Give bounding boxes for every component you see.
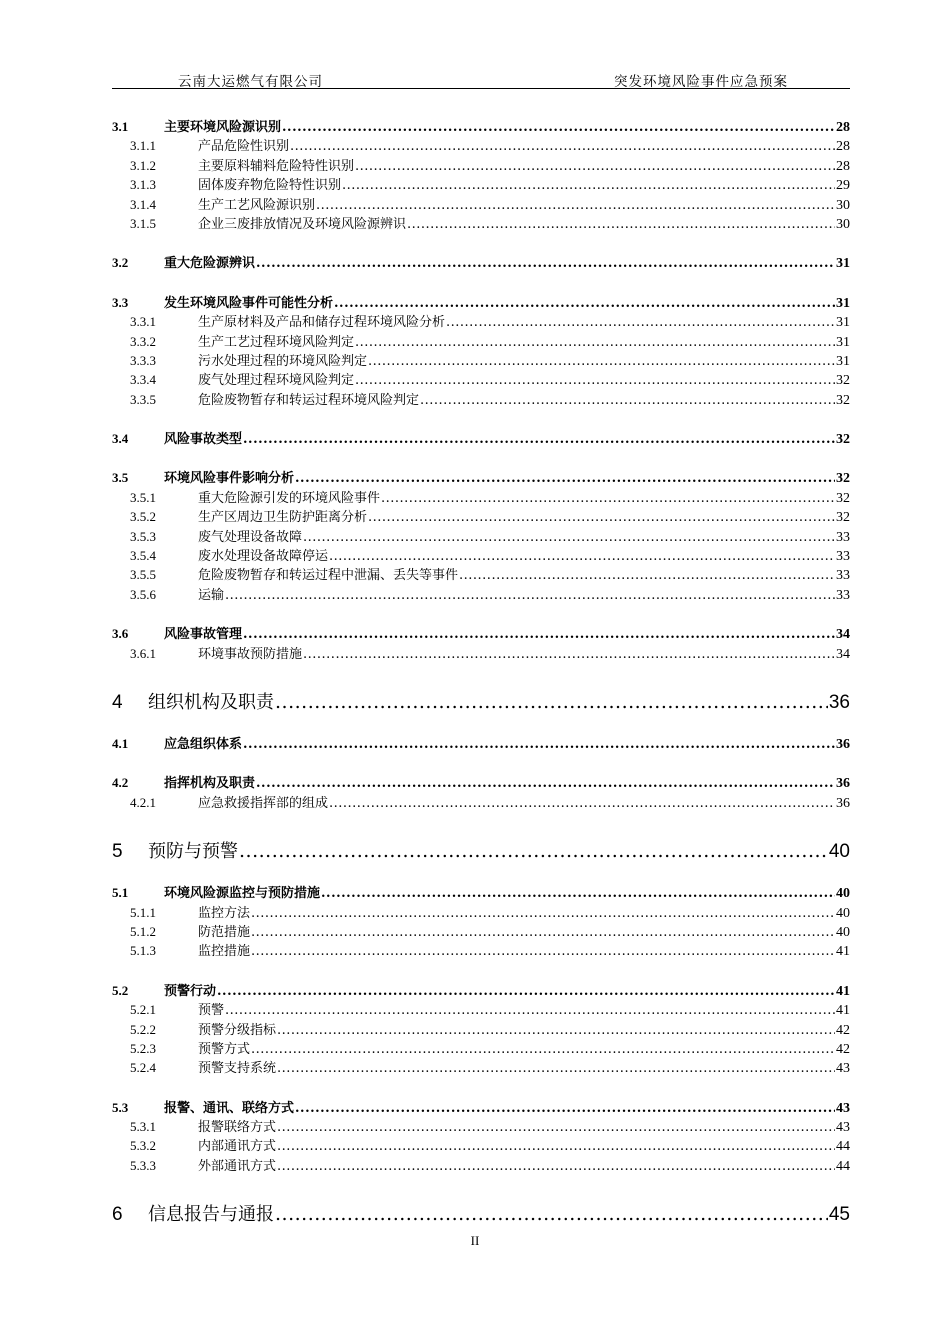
toc-entry-page: 28 [836,120,850,135]
toc-dot-leader [334,296,835,309]
toc-entry-number: 3.4 [112,431,129,447]
toc-entry-number: 3.6.1 [130,645,156,661]
toc-entry-number: 3.1.1 [130,138,156,154]
toc-entry-number: 5.2.4 [130,1060,156,1076]
toc-entry-title: 应急救援指挥部的组成 [198,795,329,811]
toc-dot-leader [355,335,835,348]
toc-dot-leader [251,906,835,919]
toc-dot-leader [243,627,835,640]
toc-dot-leader [381,491,835,504]
toc-dot-leader [277,1120,835,1133]
toc-dot-leader [243,432,835,445]
toc-entry-level-3[interactable] [112,487,850,506]
toc-dot-leader [275,1203,828,1222]
toc-entry-level-2[interactable] [112,116,850,135]
toc-entry-number: 3.5.6 [130,586,156,602]
toc-dot-leader [225,1003,835,1016]
toc-entry-level-2[interactable] [112,467,850,486]
toc-entry-level-3[interactable] [112,564,850,583]
toc-entry-title: 预警支持系统 [198,1061,277,1077]
toc-entry-page: 43 [836,1120,850,1136]
toc-entry-page: 32 [836,490,850,506]
toc-entry-page: 29 [836,178,850,194]
toc-entry-level-3[interactable] [112,584,850,603]
table-of-contents [112,116,850,1226]
toc-entry-page: 32 [836,471,850,487]
toc-entry-title: 产品危险性识别 [198,139,290,155]
toc-dot-leader [342,178,835,191]
toc-entry-level-3[interactable] [112,999,850,1018]
toc-entry-title: 重大危险源辨识 [164,256,256,272]
toc-entry-number: 3.5.4 [130,548,156,564]
toc-spacer [112,408,850,428]
toc-entry-title: 废气处理设备故障 [198,529,303,545]
toc-dot-leader [368,510,835,523]
toc-entry-title: 重大危险源引发的环境风险事件 [198,490,381,506]
toc-entry-title: 运输 [198,587,225,603]
toc-dot-leader [277,1159,835,1172]
toc-entry-level-3[interactable] [112,1116,850,1135]
toc-dot-leader [420,393,835,406]
toc-entry-page: 44 [836,1139,850,1155]
toc-entry-title: 预防与预警 [148,841,238,863]
toc-entry-title: 信息报告与通报 [148,1204,274,1226]
toc-entry-page: 30 [836,216,850,232]
toc-entry-title: 风险事故管理 [164,627,243,643]
toc-dot-leader [295,1101,835,1114]
toc-entry-level-3[interactable] [112,174,850,193]
toc-entry-level-2[interactable] [112,623,850,642]
toc-entry-number: 5.1 [112,885,129,901]
toc-spacer [112,232,850,252]
toc-entry-page: 41 [836,1003,850,1019]
toc-dot-leader [407,217,835,230]
toc-entry-number: 3.5.3 [130,528,156,544]
toc-entry-level-2[interactable] [112,882,850,901]
toc-dot-leader [329,796,835,809]
toc-entry-level-3[interactable] [112,506,850,525]
toc-entry-number: 4.1 [112,735,129,751]
toc-entry-page: 32 [836,373,850,389]
toc-entry-title: 监控措施 [198,944,251,960]
toc-entry-level-3[interactable] [112,1019,850,1038]
toc-entry-page: 33 [836,587,850,603]
toc-spacer [112,1077,850,1097]
toc-entry-level-2[interactable] [112,772,850,791]
toc-entry-page: 43 [836,1100,850,1116]
toc-entry-page: 43 [836,1061,850,1077]
toc-dot-leader [290,139,835,152]
toc-entry-number: 5.1.1 [130,904,156,920]
toc-entry-number: 5 [112,841,123,863]
toc-entry-page: 31 [836,334,850,350]
toc-entry-title: 固体废弃物危险特性识别 [198,178,342,194]
toc-entry-page: 33 [836,529,850,545]
toc-entry-title: 废水处理设备故障停运 [198,549,329,565]
toc-dot-leader [243,737,835,750]
toc-entry-title: 主要环境风险源识别 [164,120,282,135]
toc-entry-level-3[interactable] [112,155,850,174]
toc-entry-number: 3.3.5 [130,391,156,407]
toc-spacer [112,714,850,733]
toc-dot-leader [256,776,835,789]
toc-entry-title: 指挥机构及职责 [164,776,256,792]
toc-entry-page: 44 [836,1158,850,1174]
toc-entry-title: 污水处理过程的环境风险判定 [198,353,368,369]
toc-entry-number: 3.3.1 [130,314,156,330]
toc-entry-number: 5.3.1 [130,1119,156,1135]
toc-dot-leader [316,198,835,211]
toc-spacer [112,863,850,882]
toc-dot-leader [329,549,835,562]
toc-entry-page: 36 [836,736,850,752]
toc-entry-level-3[interactable] [112,331,850,350]
toc-dot-leader [446,315,835,328]
toc-entry-title: 生产工艺风险源识别 [198,197,316,213]
toc-entry-number: 5.3.2 [130,1138,156,1154]
page-number: II [470,1233,480,1248]
toc-entry-title: 内部通讯方式 [198,1139,277,1155]
toc-entry-level-3[interactable] [112,643,850,662]
toc-entry-page: 31 [836,353,850,369]
toc-spacer [112,1174,850,1200]
toc-entry-title: 报警、通讯、联络方式 [164,1100,295,1116]
toc-dot-leader [277,1061,835,1074]
toc-entry-title: 预警分级指标 [198,1022,277,1038]
toc-entry-title: 监控方法 [198,905,251,921]
toc-dot-leader [217,984,835,997]
toc-dot-leader [239,840,828,859]
toc-entry-title: 生产区周边卫生防护距离分析 [198,510,368,526]
toc-entry-page: 42 [836,1022,850,1038]
toc-entry-level-2[interactable] [112,980,850,999]
toc-entry-number: 3.5.2 [130,509,156,525]
toc-entry-page: 36 [836,776,850,792]
toc-entry-number: 3.3.4 [130,372,156,388]
toc-entry-page: 30 [836,197,850,213]
toc-entry-number: 3.3.3 [130,352,156,368]
toc-entry-level-3[interactable] [112,1155,850,1174]
toc-entry-title: 发生环境风险事件可能性分析 [164,295,334,311]
toc-entry-level-3[interactable] [112,1135,850,1154]
toc-entry-level-3[interactable] [112,792,850,811]
toc-dot-leader [295,471,835,484]
toc-entry-number: 4 [112,691,123,713]
toc-entry-number: 4.2 [112,775,129,791]
toc-dot-leader [321,886,835,899]
toc-entry-level-3[interactable] [112,1038,850,1057]
toc-entry-number: 3.5 [112,470,129,486]
toc-entry-number: 5.3.3 [130,1157,156,1173]
toc-entry-level-3[interactable] [112,921,850,940]
toc-entry-number: 3.1.2 [130,157,156,173]
toc-dot-leader [277,1023,835,1036]
toc-entry-level-3[interactable] [112,526,850,545]
toc-entry-number: 3.1.5 [130,215,156,231]
toc-entry-number: 5.2.2 [130,1021,156,1037]
toc-entry-title: 预警方式 [198,1041,251,1057]
toc-entry-number: 5.2.1 [130,1002,156,1018]
toc-entry-level-3[interactable] [112,940,850,959]
toc-dot-leader [303,647,835,660]
toc-entry-level-2[interactable] [112,733,850,752]
toc-entry-page: 36 [836,795,850,811]
toc-dot-leader [251,925,835,938]
toc-entry-number: 3.5.5 [130,567,156,583]
toc-spacer [112,960,850,980]
toc-entry-title: 危险废物暂存和转运过程中泄漏、丢失等事件 [198,568,459,584]
toc-entry-title: 环境风险事件影响分析 [164,471,295,487]
toc-entry-title: 风险事故类型 [164,432,243,448]
toc-entry-page: 31 [836,315,850,331]
toc-entry-number: 6 [112,1204,123,1226]
toc-entry-page: 40 [836,905,850,921]
toc-entry-level-2[interactable] [112,252,850,271]
toc-entry-number: 3.1 [112,119,129,134]
toc-entry-page: 40 [836,924,850,940]
toc-entry-title: 组织机构及职责 [148,691,274,713]
toc-entry-number: 5.2 [112,982,129,998]
toc-entry-page: 32 [836,432,850,448]
toc-entry-page: 33 [836,549,850,565]
toc-entry-level-3[interactable] [112,902,850,921]
toc-entry-page: 28 [836,158,850,174]
toc-entry-number: 3.3 [112,294,129,310]
page-header [112,68,850,89]
toc-dot-leader [355,373,835,386]
toc-entry-title: 环境风险源监控与预防措施 [164,886,321,902]
toc-entry-page: 36 [828,691,850,713]
toc-entry-number: 3.1.3 [130,177,156,193]
toc-entry-level-3[interactable] [112,389,850,408]
toc-spacer [112,811,850,837]
toc-entry-level-3[interactable] [112,545,850,564]
toc-entry-page: 32 [836,392,850,408]
toc-entry-title: 报警联络方式 [198,1120,277,1136]
toc-entry-title: 企业三废排放情况及环境风险源辨识 [198,216,407,232]
toc-dot-leader [256,256,835,269]
toc-entry-title: 危险废物暂存和转运过程环境风险判定 [198,392,420,408]
toc-entry-level-2[interactable] [112,292,850,311]
toc-entry-page: 34 [836,627,850,643]
toc-entry-level-3[interactable] [112,350,850,369]
toc-dot-leader [275,691,828,710]
toc-entry-page: 31 [836,256,850,272]
toc-entry-number: 3.2 [112,255,129,271]
toc-entry-number: 4.2.1 [130,794,156,810]
toc-entry-page: 33 [836,568,850,584]
toc-entry-title: 外部通讯方式 [198,1158,277,1174]
toc-spacer [112,662,850,688]
toc-entry-page: 40 [836,886,850,902]
toc-entry-page: 45 [828,1204,850,1226]
toc-entry-title: 应急组织体系 [164,736,243,752]
toc-entry-level-1[interactable] [112,688,850,714]
toc-entry-title: 预警 [198,1003,225,1019]
toc-dot-leader [303,530,835,543]
toc-entry-level-3[interactable] [112,311,850,330]
toc-entry-page: 41 [836,983,850,999]
toc-entry-title: 废气处理过程环境风险判定 [198,373,355,389]
toc-entry-page: 42 [836,1041,850,1057]
toc-spacer [112,272,850,292]
toc-spacer [112,752,850,772]
toc-entry-title: 生产原材料及产品和储存过程环境风险分析 [198,315,446,331]
toc-dot-leader [277,1139,835,1152]
company-name: 云南大运燃气有限公司 [178,74,323,90]
toc-entry-page: 28 [836,139,850,155]
toc-spacer [112,447,850,467]
toc-entry-number: 3.3.2 [130,333,156,349]
toc-entry-title: 主要原料辅料危险特性识别 [198,158,355,174]
toc-entry-number: 5.2.3 [130,1040,156,1056]
toc-dot-leader [251,1042,835,1055]
toc-dot-leader [251,944,835,957]
toc-entry-title: 环境事故预防措施 [198,646,303,662]
toc-entry-page: 32 [836,510,850,526]
toc-entry-number: 5.1.2 [130,923,156,939]
toc-entry-page: 31 [836,295,850,311]
toc-entry-level-1[interactable] [112,1200,850,1226]
toc-dot-leader [225,588,835,601]
toc-entry-title: 生产工艺过程环境风险判定 [198,334,355,350]
toc-dot-leader [355,159,835,172]
toc-dot-leader [368,354,835,367]
toc-entry-page: 40 [828,841,850,863]
toc-entry-level-3[interactable] [112,369,850,388]
toc-entry-level-2[interactable] [112,1097,850,1116]
toc-entry-page: 34 [836,646,850,662]
toc-entry-number: 5.1.3 [130,943,156,959]
toc-entry-title: 预警行动 [164,983,217,999]
document-title: 突发环境风险事件应急预案 [614,74,788,90]
toc-entry-page: 41 [836,944,850,960]
toc-entry-level-2[interactable] [112,428,850,447]
toc-entry-title: 防范措施 [198,924,251,940]
toc-entry-level-3[interactable] [112,1057,850,1076]
toc-entry-level-3[interactable] [112,135,850,154]
toc-entry-number: 3.1.4 [130,196,156,212]
toc-entry-number: 5.3 [112,1099,129,1115]
toc-entry-number: 3.5.1 [130,489,156,505]
toc-spacer [112,603,850,623]
toc-entry-level-3[interactable] [112,194,850,213]
toc-entry-number: 3.6 [112,626,129,642]
toc-dot-leader [459,568,835,581]
toc-dot-leader [282,120,835,133]
toc-entry-level-1[interactable] [112,837,850,863]
toc-entry-level-3[interactable] [112,213,850,232]
